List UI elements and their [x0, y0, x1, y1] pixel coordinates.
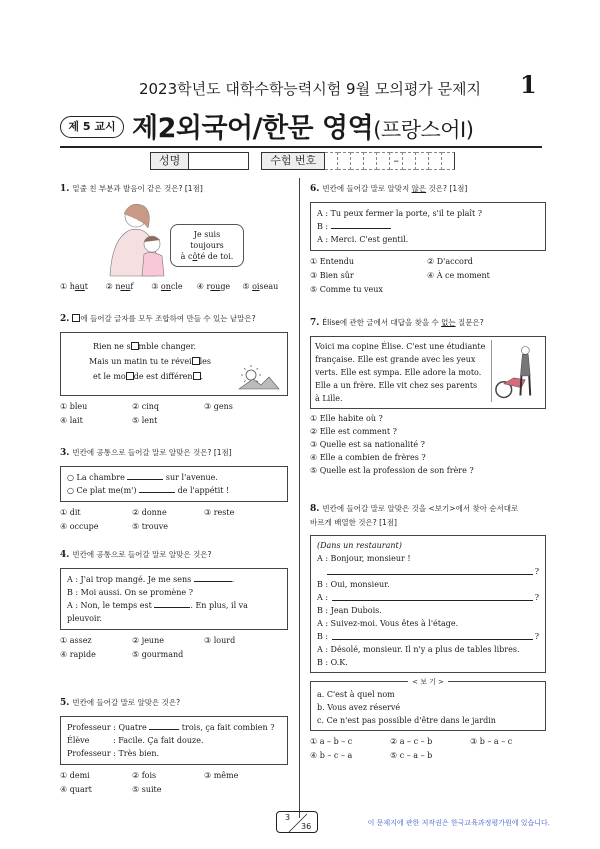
column-divider: [299, 178, 300, 818]
bogi-label: < 보 기 >: [408, 678, 448, 686]
choice-item[interactable]: ④ b – c – a: [310, 751, 353, 760]
question-stem: 8. 빈칸에 들어갈 말로 알맞은 것을 <보기>에서 찾아 순서대로: [310, 504, 519, 514]
choice-item[interactable]: ① bleu: [60, 402, 88, 411]
choice-item[interactable]: ③ même: [204, 771, 239, 780]
name-field[interactable]: [189, 152, 249, 170]
question-2: [60, 312, 288, 427]
question-stem-line2: 바르게 배열한 것은? [1점]: [310, 518, 397, 527]
choice-item[interactable]: ① demi: [60, 771, 90, 780]
sentence-box: ○ La chambre sur l'avenue. ○ Ce plat me(m') de l'appétit !: [60, 466, 288, 502]
choice-item[interactable]: ③ lourd: [204, 636, 236, 645]
question-4: [60, 548, 288, 661]
bogi-box: < 보 기 > a. C'est à quel nom b. Vous avez réservé c. Ce n'est pas possible d'être dans le jardin: [310, 681, 546, 731]
page-current: 3: [285, 813, 291, 822]
exam-number-digit[interactable]: [377, 152, 390, 170]
dialogue-box: A : J'ai trop mangé. Je me sens . B : Moi aussi. On se promène ? A : Non, le temps est . En plus, il va pleuvoir.: [60, 568, 288, 630]
choice-item[interactable]: ⑤ suite: [132, 785, 162, 794]
subject-language: (프랑스어Ⅰ): [373, 118, 474, 142]
choice-item[interactable]: ① dit: [60, 508, 81, 517]
choice-list: [60, 769, 288, 796]
question-stem: 3. 빈칸에 공통으로 들어갈 말로 알맞은 것은? [1점]: [60, 448, 232, 458]
question-stem: 2. 에 들어갈 글자를 모두 조합하여 만들 수 있는 낱말은?: [60, 314, 256, 324]
choice-item[interactable]: ① haut: [60, 282, 89, 291]
dialogue-box: A : Tu peux fermer la porte, s'il te plaît ? B : A : Merci. C'est gentil.: [310, 202, 546, 251]
choice-item[interactable]: ② cinq: [132, 402, 160, 411]
choice-item[interactable]: ④ rouge: [196, 282, 231, 291]
sunrise-icon: [237, 361, 281, 391]
choice-item[interactable]: ③ Quelle est sa nationalité ?: [310, 440, 425, 449]
exam-header-title: 2023학년도 대학수학능력시험 9월 모의평가 문제지: [138, 80, 482, 98]
choice-item[interactable]: ① assez: [60, 636, 92, 645]
choice-item[interactable]: ② jeune: [132, 636, 164, 645]
choice-item[interactable]: ④ lait: [60, 416, 83, 425]
exam-number-label: 수험 번호: [261, 152, 325, 170]
choice-item[interactable]: ② Elle est comment ?: [310, 427, 397, 436]
choice-item[interactable]: ③ b – a – c: [470, 737, 513, 746]
exam-number-digit[interactable]: [403, 152, 416, 170]
question-7: [310, 316, 546, 477]
dialogue-box: (Dans un restaurant) A : Bonjour, monsieur ! ? B : Oui, monsieur. A : ? B : Jean Dubois. A : Suivez-moi. Vous êtes à l'étage. B : ? A : Désolé, monsieur. Il n'y a plus de tables libres. B : O.K.: [310, 535, 546, 673]
choice-list: [60, 634, 288, 661]
choice-item[interactable]: ④ rapide: [60, 650, 96, 659]
choice-list: [60, 400, 288, 427]
choice-list: [60, 280, 288, 293]
choice-item[interactable]: ② a – c – b: [390, 737, 433, 746]
question-stem: 7. Élise에 관한 글에서 대답을 찾을 수 없는 질문은?: [310, 318, 484, 328]
subject-title: [132, 106, 473, 145]
choice-item[interactable]: ③ Bien sûr: [310, 271, 354, 280]
choice-list: [60, 506, 288, 533]
choice-item[interactable]: ④ À ce moment: [427, 271, 490, 280]
choice-item[interactable]: ⑤ oiseau: [242, 282, 279, 291]
name-label: 성명: [150, 152, 189, 170]
speech-bubble: Je suis toujours à côté de toi.: [170, 224, 244, 267]
question-1-illustration: [60, 196, 288, 276]
choice-item[interactable]: ② fois: [132, 771, 157, 780]
question-1: [60, 182, 288, 293]
exam-number-digit[interactable]: [364, 152, 377, 170]
exam-number-digit[interactable]: [325, 152, 338, 170]
question-stem: 5. 빈칸에 들어갈 말로 알맞은 것은?: [60, 698, 181, 708]
page-total: 36: [301, 822, 312, 831]
choice-item[interactable]: ① Entendu: [310, 257, 355, 266]
poem-box: Rien ne s mble changer. Mais un matin tu te révei les et le mo de est différen .: [60, 332, 288, 396]
exam-number-digit[interactable]: [351, 152, 364, 170]
choice-item[interactable]: ④ quart: [60, 785, 92, 794]
dialogue-box: Professeur : Quatre trois, ça fait combien ? Élève : Facile. Ça fait douze. Professeur : Très bien.: [60, 716, 288, 765]
choice-item[interactable]: ③ gens: [204, 402, 233, 411]
choice-item[interactable]: ③ oncle: [151, 282, 183, 291]
choice-item[interactable]: ⑤ gourmand: [132, 650, 184, 659]
question-stem: 6. 빈칸에 들어갈 말로 알맞지 않은 것은? [1점]: [310, 184, 468, 194]
exam-number-digit[interactable]: [338, 152, 351, 170]
choice-item[interactable]: ④ occupe: [60, 522, 99, 531]
choice-list: [310, 413, 546, 477]
choice-list: [310, 255, 546, 296]
choice-item[interactable]: ⑤ trouve: [132, 522, 168, 531]
question-stem: 1. 밑줄 친 부분과 발음이 같은 것은? [1점]: [60, 184, 203, 194]
choice-item[interactable]: ② donne: [132, 508, 167, 517]
exam-number-digit[interactable]: [429, 152, 442, 170]
choice-item[interactable]: ② D'accord: [427, 257, 473, 266]
question-5: [60, 696, 288, 796]
candidate-info-row: [150, 152, 455, 170]
choice-item[interactable]: ⑤ Quelle est la profession de son frère ?: [310, 466, 474, 475]
page-number: 1: [520, 70, 537, 99]
choice-item[interactable]: ④ Elle a combien de frères ?: [310, 453, 426, 462]
header-rule: [60, 146, 542, 148]
choice-item[interactable]: ③ reste: [204, 508, 235, 517]
choice-item[interactable]: ⑤ lent: [132, 416, 158, 425]
question-stem: 4. 빈칸에 공통으로 들어갈 말로 알맞은 것은?: [60, 550, 212, 560]
exam-number-digit[interactable]: [442, 152, 455, 170]
question-8: [310, 502, 546, 762]
question-6: [310, 182, 546, 296]
copyright-note: 이 문제지에 관한 저작권은 한국교육과정평가원에 있습니다.: [367, 819, 550, 827]
choice-item[interactable]: ⑤ c – a – b: [390, 751, 433, 760]
choice-item[interactable]: ① Elle habite où ?: [310, 414, 383, 423]
exam-number-dash: –: [390, 152, 403, 170]
choice-item[interactable]: ① a – b – c: [310, 737, 353, 746]
choice-item[interactable]: ⑤ Comme tu veux: [310, 285, 383, 294]
subject-name: 제2외국어/한문 영역: [132, 113, 374, 144]
period-badge: 제 5 교시: [60, 116, 124, 138]
choice-list: [310, 735, 546, 762]
choice-item[interactable]: ② neuf: [105, 282, 134, 291]
motorcycle-woman-illustration: [491, 340, 541, 402]
question-3: [60, 446, 288, 533]
exam-number-digit[interactable]: [416, 152, 429, 170]
passage-box: Voici ma copine Élise. C'est une étudiante française. Elle est grande avec les yeux verts. Elle est sympa. Elle adore la moto. Elle a un frère. Elle vit chez ses parents à Lille.: [310, 336, 546, 409]
